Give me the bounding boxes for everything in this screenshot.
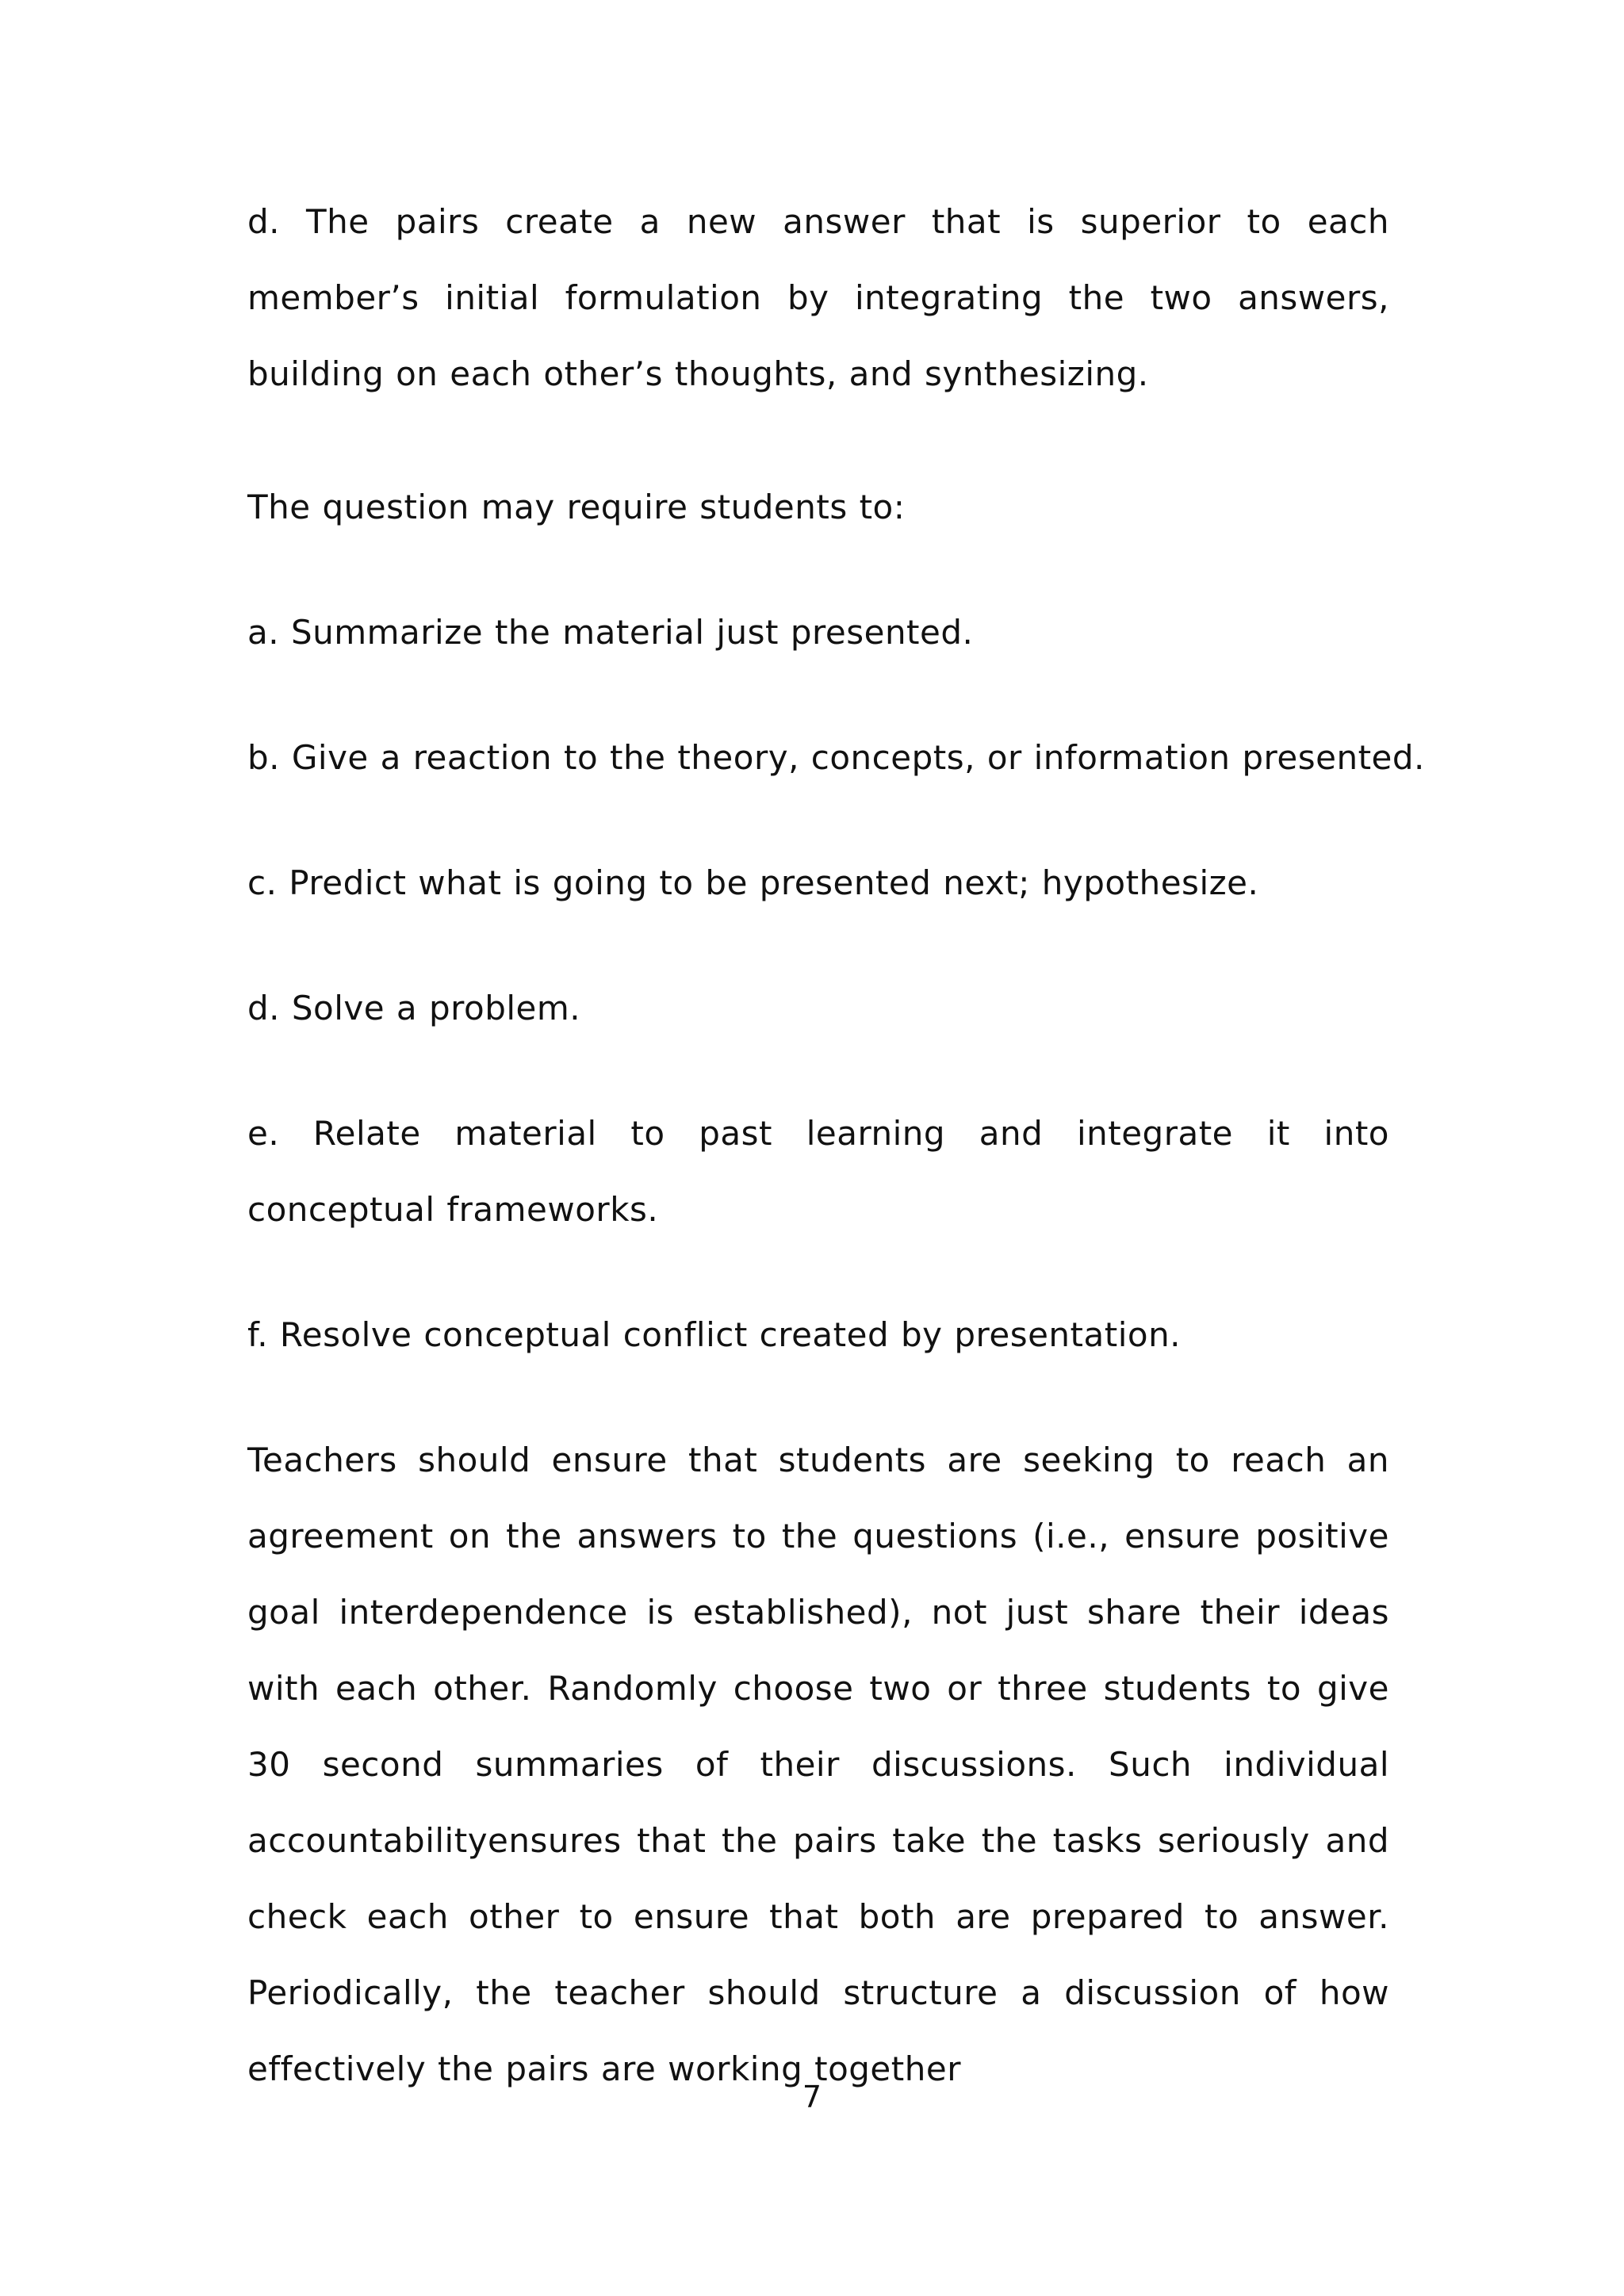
page-number: 7 xyxy=(802,2080,822,2114)
paragraph-pairs-create-answer: d. The pairs create a new answer that is superior to each member’s initial formulation by integrating the two answers, building on each other’s thoughts, and synthesizing. xyxy=(247,202,1389,393)
list-item-f: f. Resolve conceptual conflict created by presentation. xyxy=(247,1315,1182,1354)
teachers-paragraph: Teachers should ensure that students are seeking to reach an agreement on the answers to the questions (i.e., ensure positive goal interdependence is established), not just share their ideas with each other. Randomly choose two or three students to give 30 second summaries of their discussions. Such individual accountabilityensures that the pairs take the tasks seriously and check each other to ensure that both are prepared to answer. Periodically, the teacher should structure a discussion of how effectively the pairs are working together xyxy=(247,1441,1389,2088)
list-item-e: e. Relate material to past learning and integrate it into conceptual frameworks. xyxy=(247,1114,1389,1229)
question-intro: The question may require students to: xyxy=(247,488,906,526)
list-item-a: a. Summarize the material just presented. xyxy=(247,613,974,652)
list-item-b: b. Give a reaction to the theory, concepts, or information presented. xyxy=(247,738,1425,777)
list-item-d: d. Solve a problem. xyxy=(247,989,581,1027)
list-item-c: c. Predict what is going to be presented next; hypothesize. xyxy=(247,863,1259,902)
